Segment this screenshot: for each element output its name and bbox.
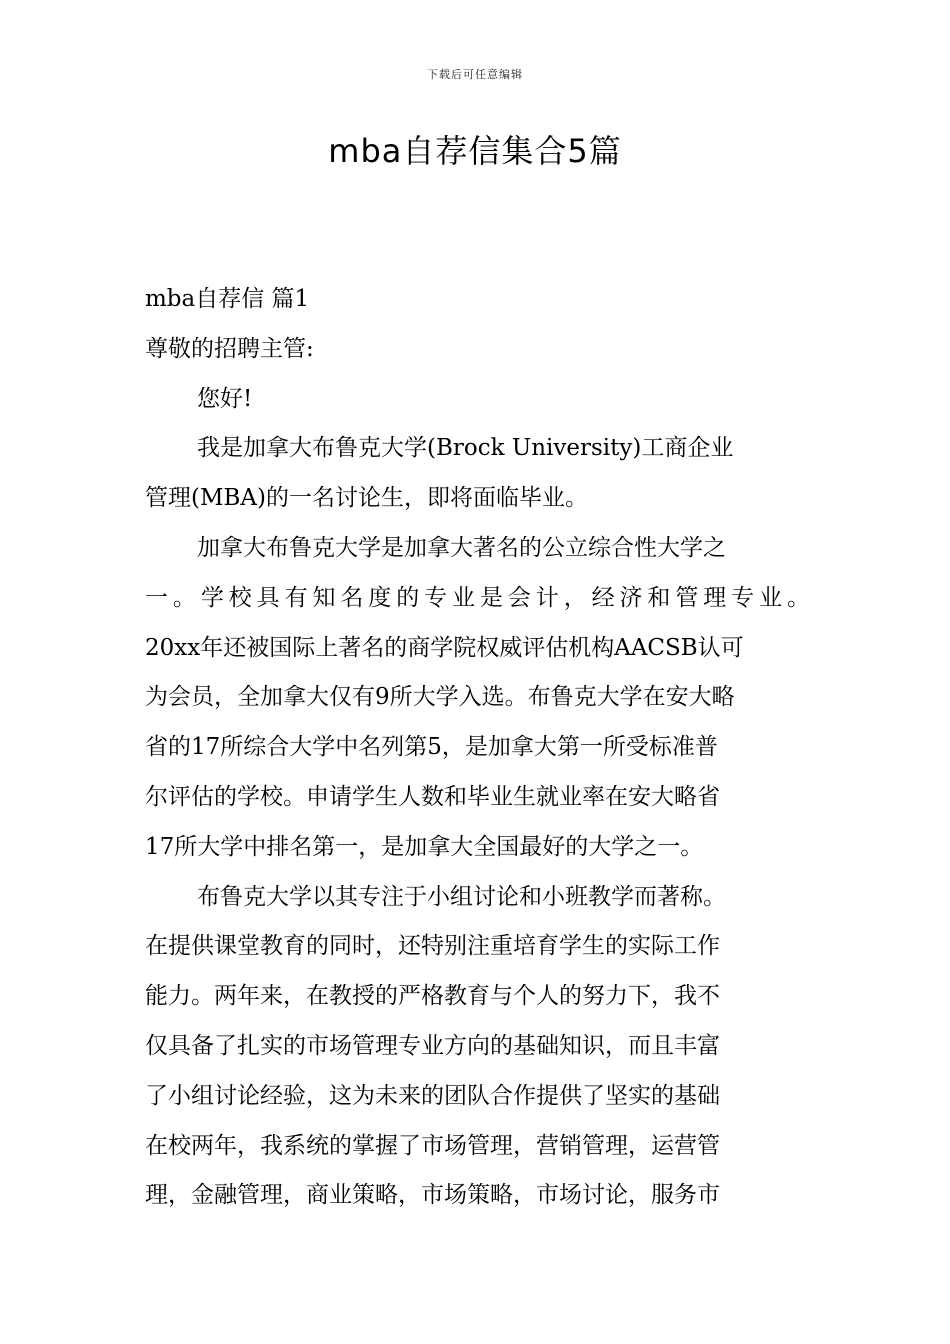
paragraph-line: 管理(MBA)的一名讨论生，即将面临毕业。 bbox=[145, 485, 589, 512]
paragraph-line: 布鲁克大学以其专注于小组讨论和小班教学而著称。 bbox=[197, 883, 726, 910]
paragraph-line: 仅具备了扎实的市场管理专业方向的基础知识，而且丰富 bbox=[145, 1032, 720, 1059]
document-body bbox=[145, 280, 810, 1226]
section-heading: mba自荐信 篇1 bbox=[145, 286, 310, 312]
paragraph-line: 为会员，全加拿大仅有9所大学入选。布鲁克大学在安大略 bbox=[145, 684, 735, 711]
paragraph-line: 尔评估的学校。申请学生人数和毕业生就业率在安大略省 bbox=[145, 783, 720, 810]
paragraph-line: 在提供课堂教育的同时，还特别注重培育学生的实际工作 bbox=[145, 933, 720, 960]
document-title: mba自荐信集合5篇 bbox=[328, 132, 622, 170]
paragraph-line: 能力。两年来，在教授的严格教育与个人的努力下，我不 bbox=[145, 983, 720, 1010]
paragraph-line: 17所大学中排名第一，是加拿大全国最好的大学之一。 bbox=[145, 833, 704, 860]
paragraph-line: 一。学校具有知名度的专业是会计，经济和管理专业。 bbox=[145, 584, 810, 611]
paragraph-line: 加拿大布鲁克大学是加拿大著名的公立综合性大学之 bbox=[197, 534, 726, 561]
header-note: 下载后可任意编辑 bbox=[427, 68, 523, 81]
paragraph-line: 我是加拿大布鲁克大学(Brock University)工商企业 bbox=[197, 435, 734, 462]
paragraph-line: 省的17所综合大学中名列第5，是加拿大第一所受标准普 bbox=[145, 734, 718, 761]
paragraph-line: 了小组讨论经验，这为未来的团队合作提供了坚实的基础 bbox=[145, 1082, 720, 1109]
paragraph-line: 在校两年，我系统的掌握了市场管理，营销管理，运营管 bbox=[145, 1132, 720, 1159]
paragraph-line: 理，金融管理，商业策略，市场策略，市场讨论，服务市 bbox=[145, 1182, 720, 1209]
greeting: 您好! bbox=[197, 385, 253, 412]
salutation: 尊敬的招聘主管: bbox=[145, 335, 314, 362]
paragraph-line: 20xx年还被国际上著名的商学院权威评估机构AACSB认可 bbox=[145, 634, 744, 661]
